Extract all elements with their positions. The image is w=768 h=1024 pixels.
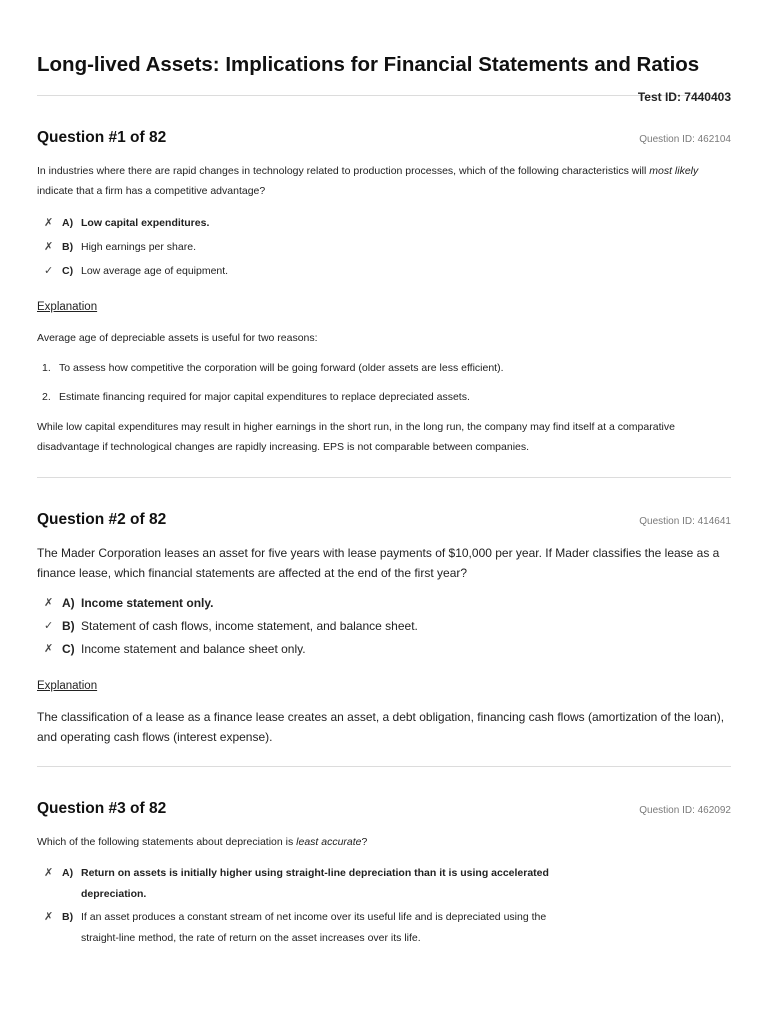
- check-icon: ✓: [44, 265, 54, 277]
- cross-icon: ✗: [44, 867, 54, 879]
- option-letter: C): [62, 642, 75, 656]
- list-text: Estimate financing required for major capital expenditures to replace depreciated assets.: [59, 391, 470, 403]
- explanation-label: Explanation: [37, 680, 98, 692]
- explanation-label: Explanation: [37, 301, 98, 313]
- cross-icon: ✗: [44, 643, 54, 655]
- stem-text: ?: [361, 836, 368, 848]
- answer-option-c[interactable]: [44, 259, 584, 283]
- question-1-stem: [37, 161, 731, 201]
- option-letter: B): [62, 911, 74, 923]
- question-2-stem: The Mader Corporation leases an asset for five years with lease payments of $10,000 per year. If Mader classifies the lease as a finance lease, which financial statements are affected at the end of the first year?: [37, 546, 720, 580]
- question-2-header: [37, 511, 731, 533]
- explanation-text: The classification of a lease as a finance lease creates an asset, a debt obligation, financing cash flows (amortization of the loan), and operating cash flows (interest expense).: [37, 710, 725, 744]
- option-letter: B): [62, 619, 75, 633]
- option-letter: A): [62, 217, 74, 229]
- explanation-list: [37, 358, 727, 416]
- cross-icon: ✗: [44, 241, 54, 253]
- answer-option-b[interactable]: [44, 235, 584, 259]
- question-divider: [37, 477, 731, 478]
- question-title: Question #2 of 82: [37, 511, 167, 528]
- answer-option-a[interactable]: [44, 863, 584, 905]
- question-id: Question ID: 462104: [639, 134, 731, 145]
- option-letter: B): [62, 241, 74, 253]
- list-text: To assess how competitive the corporation will be going forward (older assets are less efficient).: [59, 362, 504, 374]
- answer-option-a[interactable]: [44, 211, 584, 235]
- stem-text: In industries where there are rapid changes in technology related to production processes, which of the following characteristics will: [37, 165, 650, 177]
- question-divider: [37, 766, 731, 767]
- option-text: Income statement only.: [81, 596, 214, 610]
- document-title: Long-lived Assets: Implications for Financial Statements and Ratios: [37, 53, 700, 76]
- stem-emphasis: most likely: [649, 165, 699, 177]
- answer-option-b[interactable]: [44, 615, 584, 638]
- question-1-header: [37, 129, 731, 151]
- check-icon: ✓: [44, 620, 54, 632]
- question-3-stem: [37, 832, 731, 852]
- option-text: If an asset produces a constant stream of net income over its useful life and is depreciated using the straight-line method, the rate of return on the asset increases over its life.: [81, 911, 547, 944]
- cross-icon: ✗: [44, 217, 54, 229]
- question-1-options: [44, 211, 584, 283]
- option-letter: A): [62, 596, 75, 610]
- answer-option-a[interactable]: [44, 592, 584, 615]
- question-2-options: [44, 592, 584, 661]
- option-letter: C): [62, 265, 74, 277]
- cross-icon: ✗: [44, 911, 54, 923]
- list-number: 1.: [42, 362, 51, 374]
- option-text: Low average age of equipment.: [81, 265, 229, 277]
- option-letter: A): [62, 867, 74, 879]
- list-number: 2.: [42, 391, 51, 403]
- question-id: Question ID: 462092: [639, 805, 731, 816]
- option-text: Statement of cash flows, income statement, and balance sheet.: [81, 619, 418, 633]
- cross-icon: ✗: [44, 597, 54, 609]
- question-title: Question #3 of 82: [37, 800, 167, 817]
- explanation-intro: Average age of depreciable assets is useful for two reasons:: [37, 332, 318, 344]
- answer-option-b[interactable]: [44, 907, 584, 949]
- list-item: [37, 358, 727, 378]
- stem-text: indicate that a firm has a competitive advantage?: [37, 185, 266, 197]
- question-id: Question ID: 414641: [639, 516, 731, 527]
- stem-text: Which of the following statements about depreciation is: [37, 836, 297, 848]
- answer-option-c[interactable]: [44, 638, 584, 661]
- option-text: Income statement and balance sheet only.: [81, 642, 306, 656]
- title-divider: [37, 95, 731, 96]
- stem-emphasis: least accurate: [296, 836, 362, 848]
- option-text: High earnings per share.: [81, 241, 196, 253]
- question-title: Question #1 of 82: [37, 129, 167, 146]
- question-3-header: [37, 800, 731, 822]
- test-id: Test ID: 7440403: [637, 90, 731, 104]
- question-3-options: [44, 863, 584, 951]
- option-text: Low capital expenditures.: [81, 217, 210, 229]
- list-item: [37, 387, 727, 407]
- explanation-text: While low capital expenditures may result in higher earnings in the short run, in the long run, the company may find itself at a comparative disadvantage if technological changes are rapidly increasing. EPS is not comparable between companies.: [37, 421, 675, 453]
- option-text: Return on assets is initially higher using straight-line depreciation than it is using accelerated depreciation.: [81, 867, 549, 900]
